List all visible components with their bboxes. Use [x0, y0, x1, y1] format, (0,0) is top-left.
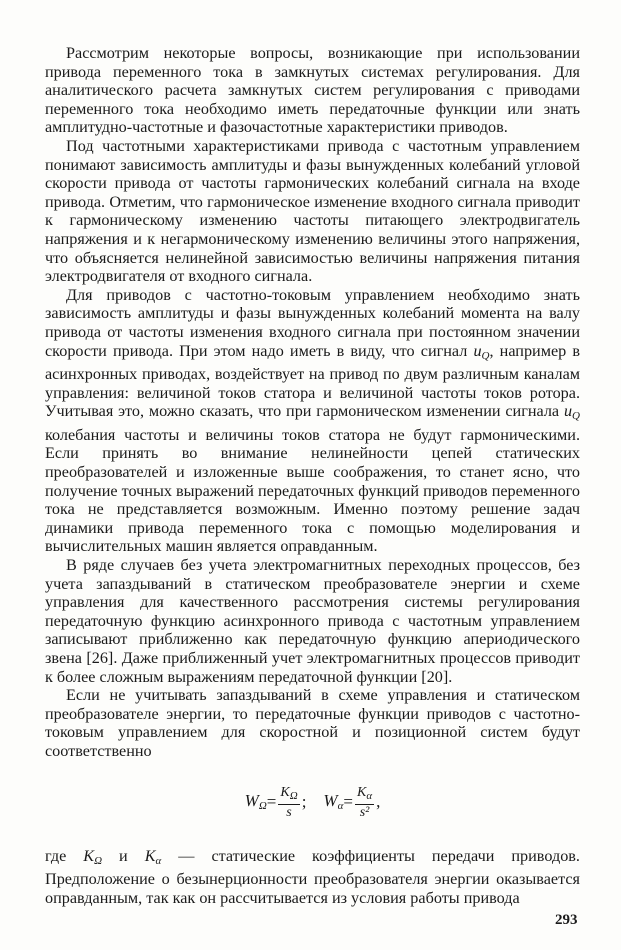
page-number: 293 — [555, 912, 578, 928]
paragraph-3-part-c: колебания частоты и величины токов статора не будут гармоническими. Если принять во внимание нелинейности цепей статических преобразователей и изложенные выше соображения, то станет ясно, что получение точных выражений передаточных функций приводов переменного тока не представляется возможным. Именно поэтому решение задач динамики привода переменного тока с помощью моделирования и вычислительных машин является оправданным. — [45, 425, 580, 556]
w-omega: $W_\Omega$ — [244, 791, 267, 813]
paragraph-1: Рассмотрим некоторые вопросы, возникающие при использовании привода переменного тока в замкнутых системах регулирования. Для аналитического расчета замкнутых систем регулирования с приводами переменного тока необходимо иметь передаточные функции или знать амплитудно-частотные и фазочастотные характеристики приводов. — [45, 44, 580, 137]
fraction-k-omega-over-s: $\frac{K_\Omega}{s}$ — [280, 784, 298, 820]
body-text — [45, 44, 580, 907]
w-alpha: $W_\alpha$ — [323, 791, 344, 813]
paragraph-3 — [45, 286, 580, 556]
paragraph-4: В ряде случаев без учета электромагнитных переходных процессов, без учета запаздываний в статическом преобразователе энергии и схеме управления для качественного рассмотрения системы регулирования передаточную функцию асинхронного привода с частотным управлением записывают приближенно как передаточную функцию апериодического звена [26]. Даже приближенный учет электромагнитных процессов приводит к более сложным выражениям передаточной функции [20]. — [45, 556, 580, 686]
signal-uq: $u_Q$ — [473, 341, 490, 362]
paragraph-3-part-a: Для приводов с частотно-токовым управлением необходимо знать зависимость амплитуды и фазы вынужденных колебаний момента на валу привода от частоты изменения входного сигнала при постоянном значении скорости привода. При этом надо иметь в виду, что сигнал — [45, 285, 580, 360]
paragraph-6: где $K_\Omega$ и $K_\alpha$ — статические коэффициенты передачи приводов. Предположение о безынерционности преобразователя энергии оказывается оправданным, так как он рассчитывается из условия работы привода — [45, 846, 580, 907]
fraction-k-alpha-over-s2: $\frac{K_\alpha}{\text{s²}}$ — [356, 784, 373, 820]
transfer-function-formula: $W_\Omega=$ $\frac{K_\Omega}{s}$ ; $W_\alpha=$ $\frac{K_\alpha}{\text{s²}}$ , — [244, 784, 381, 820]
paragraph-3-part-b: , например в асинхронных приводах, воздействует на привод по двум различным каналам управления: величиной токов статора и величиной частоты токов ротора. Учитывая это, можно сказать, что при гармоническом изменении сигнала — [45, 341, 580, 421]
paragraph-2: Под частотными характеристиками привода с частотным управлением понимают зависимость амплитуды и фазы вынужденных колебаний угловой скорости привода от частоты гармонических колебаний сигнала на входе привода. Отметим, что гармоническое изменение входного сигнала приводит к гармоническому изменению частоты питающего электродвигатель напряжения и к негармоническому изменению величины этого напряжения, что объясняется нелинейной зависимостью величины напряжения питания электродвигателя от входного сигнала. — [45, 136, 580, 286]
k-omega-symbol: $K_\Omega$ — [83, 846, 103, 867]
k-alpha-symbol: $K_\alpha$ — [144, 846, 162, 867]
signal-uq-2: $u_Q$ — [563, 402, 580, 423]
paragraph-5: Если не учитывать запаздываний в схеме управления и статическом преобразователе энергии, то передаточные функции приводов с частотно-токовым управлением для скоростной и позиционной систем будут соответственно — [45, 686, 580, 760]
